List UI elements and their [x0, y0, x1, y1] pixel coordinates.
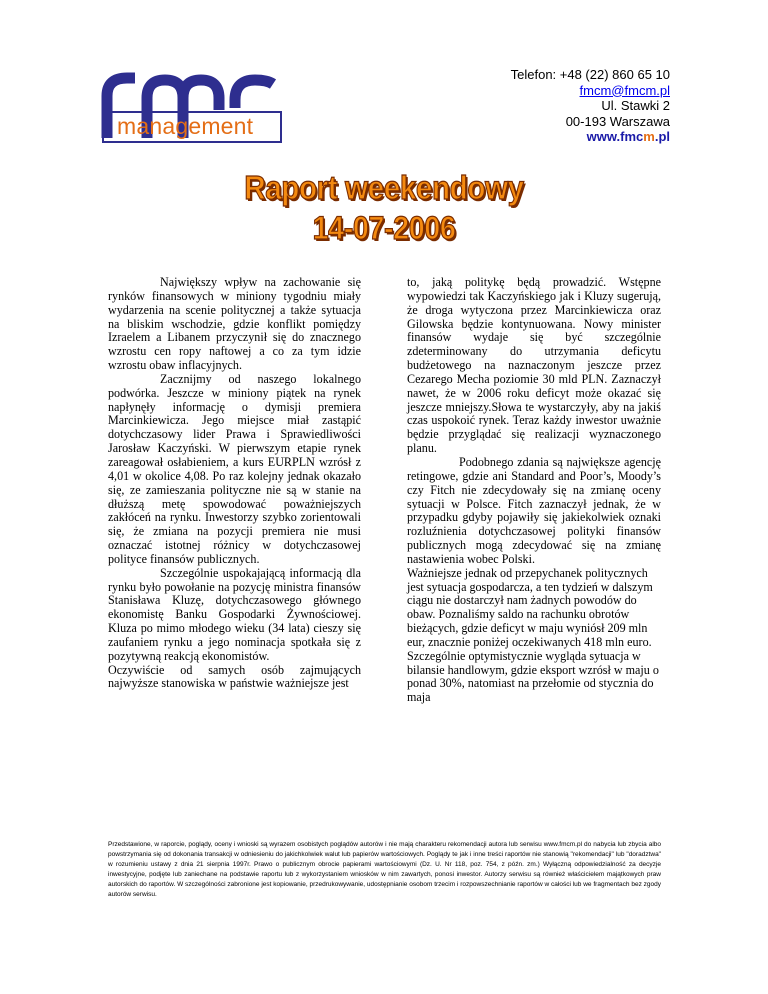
left-column: [108, 276, 361, 691]
disclaimer: Przedstawione, w raporcie, poglądy, oceny i wnioski są wyrazem osobistych poglądów autorów i nie mają charakteru rekomendacji autora lub serwisu www.fmcm.pl do nabycia lub zbycia albo powstrzymania się od dokonania transakcji w odniesieniu do jakichkolwiek walut lub papierów wartościowych. Poglądy te jak i inne treści raportów nie stanowią "rekomendacji" lub "doradztwa" w rozumieniu ustawy z dnia 21 sierpnia 1997r. Prawo o publicznym obrocie papierami wartościowymi (Dz. U. Nr 118, poz. 754, z późn. zm.) Wyłączną odpowiedzialność za decyzje inwestycyjne, podjęte lub zaniechane na podstawie raportu lub z wykorzystaniem wniosków w nim zawartych, ponosi inwestor. Autorzy serwisu są również właścicielem majątkowych praw autorskich do raportów. W szczególności zabronione jest kopiowanie, przedrukowywanie, udostępnianie osobom trzecim i rozpowszechnianie raportów w całości lub we fragmentach bez zgody autorów serwisu.: [108, 841, 661, 898]
paragraph: Ważniejsze jednak od przepychanek politycznych jest sytuacja gospodarcza, a ten tydzień w dalszym ciągu nie dostarczył nam żadnych powodów do obaw. Poznaliśmy saldo na rachunku obrotów bieżących, gdzie deficyt w maju wyniósł 209 mln eur, znacznie poniżej oczekiwanych 418 mln euro. Szczególnie optymistycznie wygląda sytuacja w bilansie handlowym, gdzie eksport wzrósł w maju o ponad 30%, natomiast na przełomie od stycznia do maja: [407, 565, 659, 705]
phone-number: Telefon: +48 (22) 860 65 10: [510, 67, 670, 82]
website-link[interactable]: [511, 129, 670, 145]
paragraph: to, jaką politykę będą prowadzić. Wstępne wypowiedzi tak Kaczyńskiego jak i Kluzy sugerują, że droga wytyczona przez Marcinkiewicza oraz Gilowska będzie kontynuowana. Nowy minister finansów wydaje się być szczególnie zdeterminowany do utrzymania deficytu budżetowego na naznaczonym jeszcze przez Cezarego Mecha poziomie 30 mld PLN. Zaznaczył nawet, że w 2006 roku deficyt może okazać się jeszcze mniejszy.Słowa te wystarczyły, aby na jakiś czas uspokoić rynek. Teraz każdy inwestor uważnie będzie przyglądać się realizacji wyznaczonego planu.: [407, 275, 661, 456]
logo-tagline: management: [117, 113, 254, 139]
website-prefix: www.fmc: [586, 129, 644, 145]
email-link[interactable]: fmcm@fmcm.pl: [579, 82, 670, 98]
website-suffix: .pl: [654, 129, 670, 145]
company-logo: [95, 68, 285, 148]
report-date: 14-07-2006: [312, 210, 456, 246]
paragraph: Podobnego zdania są największe agencję retingowe, gdzie ani Standard and Poor’s, Moody’s czy Fitch nie zdecydowały się na zmianę oceny sytuacji w Polsce. Fitch zaznaczył jednak, że w przypadku gdyby pojawiły się jakiekolwiek oznaki rozluźnienia dotychczasowej polityki finansów publicznych mogą zdecydować się na zmianę nastawienia wobec Polski.: [407, 454, 661, 566]
paragraph: Największy wpływ na zachowanie się rynków finansowych w miniony tygodniu miały wydarzenia na scenie politycznej a także sytuacja na bliskim wschodzie, gdzie konflikt pomiędzy Izraelem a Libanem przyczynił się do znacznego wzrostu cen ropy naftowej a co za tym idzie wzrostu obaw inflacyjnych.: [108, 275, 361, 373]
paragraph: Zacznijmy od naszego lokalnego podwórka. Jeszcze w miniony piątek na rynek napłynęły informację o dymisji premiera Marcinkiewicza. Jego miejsce miał zastąpić dotychczasowy lider Prawa i Sprawiedliwości Jarosław Kaczyński. W pierwszym etapie rynek zareagował osłabieniem, a kurs EURPLN wzrósł z 4,01 w okolice 4,08. Po raz kolejny jednak okazało się, ze zamieszania polityczne nie są w stanie na dłuższą metę spowodować poważniejszych zakłóceń na rynku. Inwestorzy szybko zorientowali się, że zmiana na pozycji premiera nie musi oznaczać istotnej różnicy w dotychczasowej polityce finansów publicznych.: [108, 371, 361, 566]
city-address: 00-193 Warszawa: [565, 113, 670, 129]
report-title: Raport weekendowy: [244, 169, 524, 206]
contact-block: [511, 67, 670, 145]
paragraph: Oczywiście od samych osób zajmujących najwyższe stanowiska w państwie ważniejsze jest: [108, 662, 361, 691]
website-highlight: m: [643, 129, 655, 145]
street-address: Ul. Stawki 2: [601, 98, 670, 114]
paragraph: Szczególnie uspokajającą informacją dla rynku było powołanie na pozycję ministra finansów Stanisława Kluzę, dotychczasowego głównego ekonomistę Banku Gospodarki Żywnościowej. Kluza po mimo młodego wieku (34 lata) cieszy się zaufaniem rynku a jego nominacja spotkała się z pozytywną reakcją ekonomistów.: [108, 565, 361, 663]
right-column: [407, 276, 661, 705]
